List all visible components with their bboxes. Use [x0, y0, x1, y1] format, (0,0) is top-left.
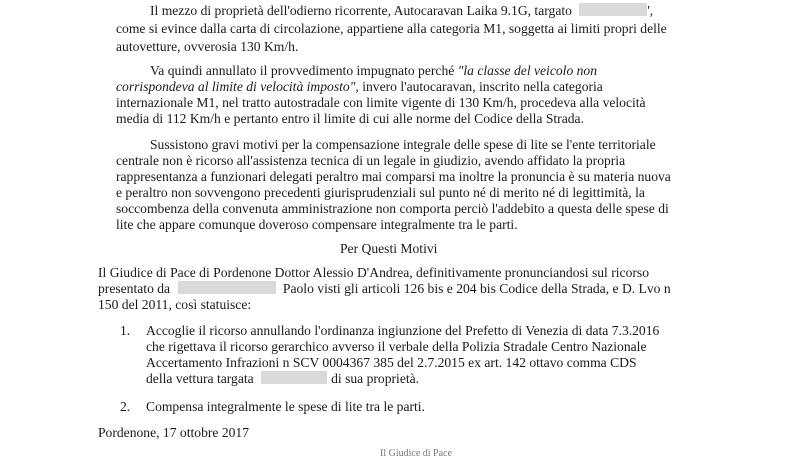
redaction-box: [261, 371, 327, 384]
list-number: 2.: [120, 399, 131, 414]
paragraph-4-line-3: 150 del 2011, così statuisce:: [98, 297, 252, 312]
bottom-cutoff-text: Il Giudice di Pace: [380, 448, 452, 459]
paragraph-3-line-2: centrale non è ricorso all'assistenza tecnica di un legale in giudizio, avendo affidato la propria: [116, 153, 626, 168]
paragraph-2-line-1: [150, 62, 597, 79]
section-heading: Per Questi Motivi: [340, 241, 438, 256]
paragraph-2-line-3: internazionale M1, nel tratto autostradale con limite vigente di 130 Km/h, procedeva alla velocità: [116, 95, 646, 110]
paragraph-4-line-2: [98, 280, 671, 297]
text-segment: ',: [647, 3, 654, 18]
paragraph-3-line-6: lite che appare comunque doveroso compensare integralmente tra le parti.: [116, 217, 518, 232]
paragraph-1-line-3: autovetture, ovverosia 130 Km/h.: [116, 39, 299, 54]
text-segment: Va quindi annullato il provvedimento impugnato perché: [150, 63, 458, 78]
quoted-text: corrispondeva al limite di velocità imposto": [116, 79, 356, 94]
text-segment: Il mezzo di proprietà dell'odierno ricorrente, Autocaravan Laika 9.1G, targato: [150, 3, 572, 18]
text-segment: , invero l'autocaravan, inscrito nella categoria: [355, 79, 603, 94]
redaction-box: [178, 281, 276, 294]
paragraph-3-line-1: Sussistono gravi motivi per la compensazione integrale delle spese di lite se l'ente territoriale: [150, 137, 656, 152]
list-item-1-line-2: che rigettava il ricorso gerarchico avverso il verbale della Polizia Stradale Centro Nazionale: [146, 339, 647, 354]
closing-place-date: Pordenone, 17 ottobre 2017: [98, 425, 250, 440]
quoted-text: "la classe del veicolo non: [457, 63, 598, 78]
text-segment: di sua proprietà.: [331, 371, 420, 386]
list-item-1-line-3: Accertamento Infrazioni n SCV 0004367 385 del 2.7.2015 ex art. 142 ottavo comma CDS: [146, 355, 637, 370]
paragraph-3-line-3: rappresentanza a funzionari delegati peraltro mai comparsi ma inoltre la pronuncia è su materia nuova: [116, 169, 671, 184]
paragraph-2-line-4: media di 112 Km/h e pertanto entro il limite di cui alle norme del Codice della Strada.: [116, 111, 584, 126]
paragraph-1-line-1: [150, 2, 653, 19]
list-item-1-line-4: [146, 370, 419, 387]
paragraph-3-line-5: soccombenza della convenuta amministrazione non comporta perciò l'addebito a questa delle spese di: [116, 201, 669, 216]
text-segment: della vettura targata: [146, 371, 254, 386]
paragraph-4-line-1: Il Giudice di Pace di Pordenone Dottor Alessio D'Andrea, definitivamente pronunciandosi sul ricorso: [98, 265, 649, 280]
list-item-2-line-1: Compensa integralmente le spese di lite tra le parti.: [146, 399, 425, 414]
text-segment: Paolo visti gli articoli 126 bis e 204 bis Codice della Strada, e D. Lvo n: [282, 281, 671, 296]
redaction-box: [579, 3, 647, 16]
paragraph-3-line-4: e peraltro non sovvengono precedenti giurisprudenziali sul punto né di merito né di legittimità, la: [116, 185, 645, 200]
paragraph-2-line-2: [116, 78, 603, 95]
list-item-1-line-1: Accoglie il ricorso annullando l'ordinanza ingiunzione del Prefetto di Venezia di data 7.3.2016: [146, 323, 660, 338]
paragraph-1-line-2: come si evince dalla carta di circolazione, appartiene alla categoria M1, soggetta ai limiti propri delle: [116, 21, 667, 36]
list-number: 1.: [120, 323, 131, 338]
text-segment: presentato da: [98, 281, 171, 296]
